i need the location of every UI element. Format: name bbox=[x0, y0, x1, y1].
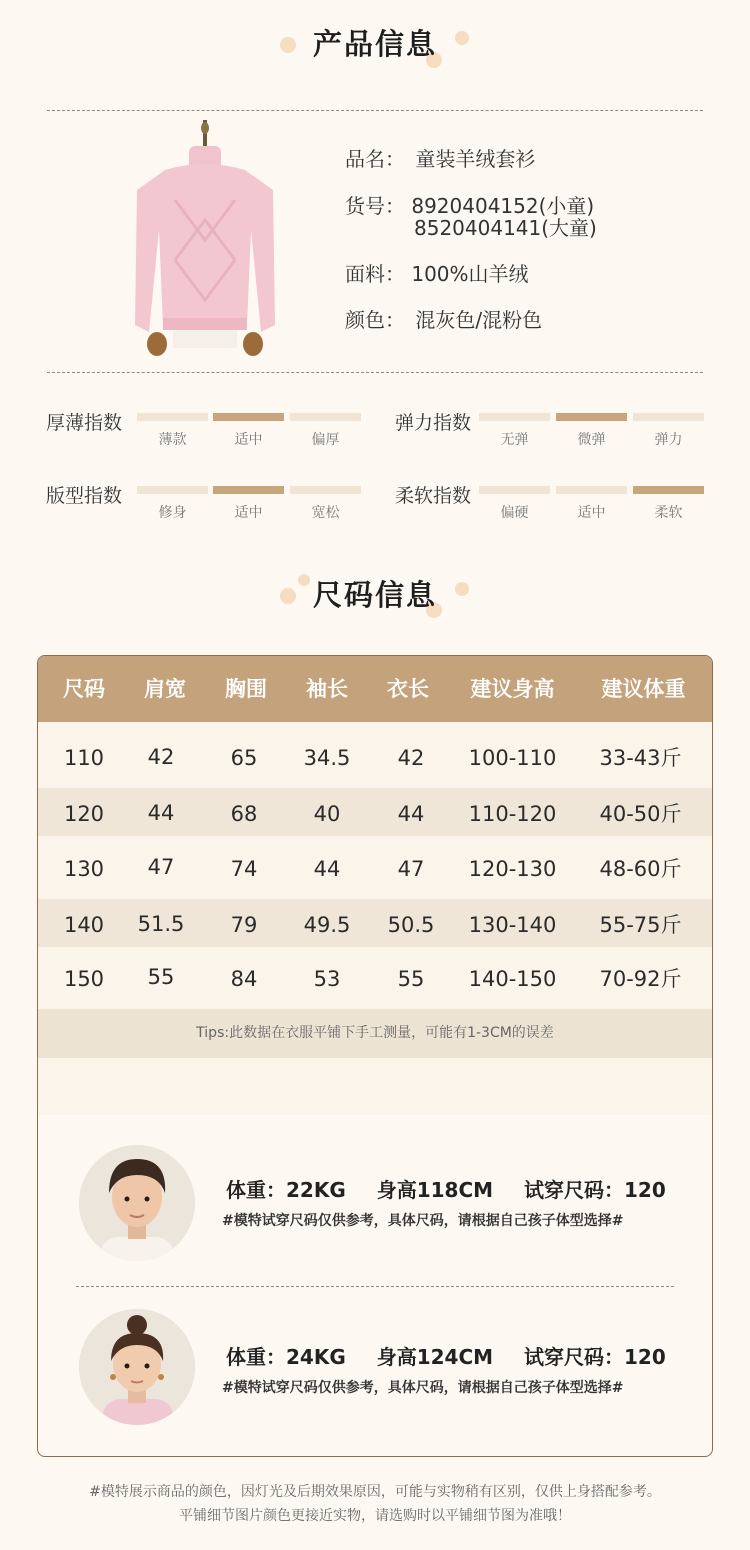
cell: 53 bbox=[313, 967, 341, 991]
cell: 74 bbox=[230, 857, 258, 881]
cell: 100-110 bbox=[468, 746, 557, 770]
cell: 55 bbox=[147, 965, 175, 989]
model-boy-avatar bbox=[79, 1145, 195, 1261]
model-2-note: #模特试穿尺码仅供参考，具体尺码，请根据自己孩子体型选择# bbox=[222, 1380, 624, 1396]
col-header-length: 衣长 bbox=[387, 677, 429, 701]
cell: 40 bbox=[313, 802, 341, 826]
index-thickness-option-3: 偏厚 bbox=[311, 432, 340, 448]
product-info-title: 产品信息 bbox=[312, 27, 437, 61]
cell: 44 bbox=[397, 802, 425, 826]
index-fit-bar-1 bbox=[137, 486, 208, 494]
table-row bbox=[38, 722, 712, 788]
field-sku-label: 货号： bbox=[345, 194, 405, 218]
table-row bbox=[38, 788, 712, 836]
cell: 40-50斤 bbox=[599, 802, 682, 826]
field-color-value: 混灰色/混粉色 bbox=[415, 308, 543, 332]
field-sku bbox=[345, 194, 594, 218]
col-header-height: 建议身高 bbox=[470, 677, 555, 701]
field-name-value: 童装羊绒套衫 bbox=[415, 147, 536, 171]
field-fabric-value: 100%山羊绒 bbox=[411, 262, 529, 286]
cell: 110-120 bbox=[468, 802, 557, 826]
index-softness-bar-1 bbox=[479, 486, 550, 494]
cell: 140-150 bbox=[468, 967, 557, 991]
cell: 55 bbox=[397, 967, 425, 991]
col-header-weight: 建议体重 bbox=[601, 677, 686, 701]
index-thickness-bar-2 bbox=[213, 413, 284, 421]
model-1-weight: 体重：22KG bbox=[226, 1178, 346, 1202]
model-girl-avatar bbox=[79, 1309, 195, 1425]
field-sku-value-2: 8520404141(大童) bbox=[414, 216, 597, 240]
cell: 55-75斤 bbox=[599, 913, 682, 937]
index-softness-bar-2 bbox=[556, 486, 627, 494]
index-fit-label: 版型指数 bbox=[46, 485, 123, 507]
cell: 65 bbox=[230, 746, 258, 770]
cell: 84 bbox=[230, 967, 258, 991]
footer-note-1: #模特展示商品的颜色，因灯光及后期效果原因，可能与实物稍有区别，仅供上身搭配参考。 bbox=[89, 1484, 661, 1500]
divider bbox=[76, 1286, 674, 1287]
divider bbox=[47, 372, 703, 373]
cell: 44 bbox=[313, 857, 341, 881]
cell: 47 bbox=[147, 855, 175, 879]
field-color bbox=[345, 308, 542, 332]
table-row bbox=[38, 836, 712, 899]
cell: 49.5 bbox=[303, 913, 351, 937]
index-elasticity-bar-2 bbox=[556, 413, 627, 421]
field-name bbox=[345, 147, 535, 171]
table-row bbox=[38, 899, 712, 947]
index-elasticity-bar-1 bbox=[479, 413, 550, 421]
model-2-height: 身高124CM bbox=[376, 1345, 494, 1369]
size-info-title: 尺码信息 bbox=[312, 578, 437, 612]
cell: 48-60斤 bbox=[599, 857, 682, 881]
divider bbox=[47, 110, 703, 111]
index-thickness-label: 厚薄指数 bbox=[46, 412, 123, 434]
cell: 140 bbox=[63, 913, 105, 937]
cell: 47 bbox=[397, 857, 425, 881]
table-row bbox=[38, 947, 712, 1009]
index-thickness-option-2: 适中 bbox=[234, 432, 263, 448]
index-softness-option-2: 适中 bbox=[577, 505, 606, 521]
cell: 130 bbox=[63, 857, 105, 881]
cell: 120 bbox=[63, 802, 105, 826]
cell: 34.5 bbox=[303, 746, 351, 770]
field-fabric bbox=[345, 262, 529, 286]
measure-tips: Tips:此数据在衣服平铺下手工测量，可能有1-3CM的误差 bbox=[38, 1009, 712, 1058]
cell: 68 bbox=[230, 802, 258, 826]
col-header-chest: 胸围 bbox=[225, 677, 267, 701]
field-sku-value: 8920404152(小童) bbox=[411, 194, 595, 218]
model-1-height: 身高118CM bbox=[376, 1178, 494, 1202]
index-elasticity-option-2: 微弹 bbox=[577, 432, 606, 448]
cell: 120-130 bbox=[468, 857, 557, 881]
model-2-size: 试穿尺码：120 bbox=[524, 1345, 666, 1369]
col-header-size: 尺码 bbox=[63, 677, 105, 701]
field-color-label: 颜色： bbox=[345, 308, 405, 332]
model-2-stats bbox=[226, 1341, 666, 1370]
cell: 50.5 bbox=[387, 913, 435, 937]
index-elasticity-option-1: 无弹 bbox=[500, 432, 529, 448]
sweater-image bbox=[125, 120, 285, 360]
index-softness-label: 柔软指数 bbox=[395, 485, 472, 507]
cell: 42 bbox=[147, 745, 175, 769]
index-fit-option-3: 宽松 bbox=[311, 505, 340, 521]
cell: 44 bbox=[147, 801, 175, 825]
cell: 79 bbox=[230, 913, 258, 937]
table-spacer bbox=[38, 1058, 712, 1115]
cell: 51.5 bbox=[137, 912, 185, 936]
model-1-stats bbox=[226, 1174, 666, 1203]
index-thickness-option-1: 薄款 bbox=[158, 432, 187, 448]
index-softness-bar-3 bbox=[633, 486, 704, 494]
model-1-size: 试穿尺码：120 bbox=[524, 1178, 666, 1202]
cell: 70-92斤 bbox=[599, 967, 682, 991]
model-1-note: #模特试穿尺码仅供参考，具体尺码，请根据自己孩子体型选择# bbox=[222, 1213, 624, 1229]
index-softness-option-3: 柔软 bbox=[654, 505, 683, 521]
model-2-weight: 体重：24KG bbox=[226, 1345, 346, 1369]
index-fit-bar-3 bbox=[290, 486, 361, 494]
size-table-header bbox=[38, 656, 712, 722]
field-fabric-label: 面料： bbox=[345, 262, 405, 286]
index-elasticity-option-3: 弹力 bbox=[654, 432, 683, 448]
footer-note-2: 平铺细节图片颜色更接近实物，请选购时以平铺细节图为准哦！ bbox=[179, 1508, 571, 1524]
size-table bbox=[37, 655, 713, 1457]
field-name-label: 品名： bbox=[345, 147, 405, 171]
cell: 42 bbox=[397, 746, 425, 770]
index-thickness-bar-1 bbox=[137, 413, 208, 421]
index-fit-option-1: 修身 bbox=[158, 505, 187, 521]
cell: 33-43斤 bbox=[599, 746, 682, 770]
index-fit-bar-2 bbox=[213, 486, 284, 494]
index-fit-option-2: 适中 bbox=[234, 505, 263, 521]
cell: 150 bbox=[63, 967, 105, 991]
col-header-shoulder: 肩宽 bbox=[144, 677, 186, 701]
index-elasticity-bar-3 bbox=[633, 413, 704, 421]
cell: 110 bbox=[63, 746, 105, 770]
index-softness-option-1: 偏硬 bbox=[500, 505, 529, 521]
index-elasticity-label: 弹力指数 bbox=[395, 412, 472, 434]
cell: 130-140 bbox=[468, 913, 557, 937]
col-header-sleeve: 袖长 bbox=[306, 677, 348, 701]
index-thickness-bar-3 bbox=[290, 413, 361, 421]
